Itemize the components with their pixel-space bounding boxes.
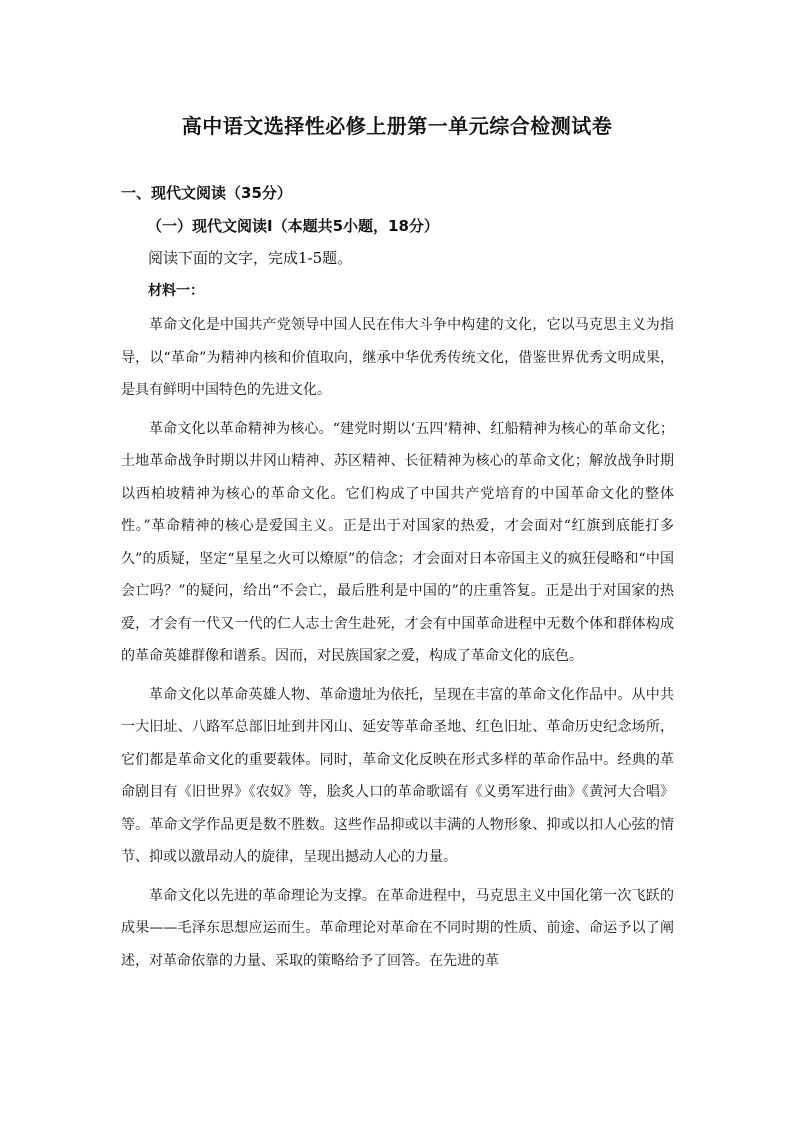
paragraph: 革命文化以革命英雄人物、革命遗址为依托，呈现在丰富的革命文化作品中。从中共一大旧址、八路军总部旧址到井冈山、延安等革命圣地、红色旧址、革命历史纪念场所，它们都是革命文化的重要载体。同时，革命文化反映在形式多样的革命作品中。经典的革命剧目有《旧世界》《农奴》等，脍炙人口的革命歌谣有《义勇军进行曲》《黄河大合唱》等。革命文学作品更是数不胜数。这些作品抑或以丰满的人物形象、抑或以扣人心弦的情节、抑或以激昂动人的旋律，呈现出撼动人心的力量。 xyxy=(121,686,674,865)
paragraph: 革命文化是中国共产党领导中国人民在伟大斗争中构建的文化，它以马克思主义为指导，以“革命”为精神内核和价值取向，继承中华优秀传统文化，借鉴世界优秀文明成果，是具有鲜明中国特色的先进文化。 xyxy=(121,317,674,398)
paragraph: 革命文化以先进的革命理论为支撑。在革命进程中，马克思主义中国化第一次飞跃的成果——毛泽东思想应运而生。革命理论对革命在不同时期的性质、前途、命运予以了阐述，对革命依靠的力量、采取的策略给予了回答。在先进的革 xyxy=(121,887,674,969)
subsection-heading: （一）现代文阅读Ⅰ（本题共5小题，18分） xyxy=(147,217,439,235)
paragraph: 革命文化以革命精神为核心。“建党时期以‘五四’精神、红船精神为核心的革命文化；土地革命战争时期以井冈山精神、苏区精神、长征精神为核心的革命文化；解放战争时期以西柏坡精神为核心的革命文化。它们构成了中国共产党培育的中国革命文化的整体性。”革命精神的核心是爱国主义。正是出于对国家的热爱，才会面对“红旗到底能打多久”的质疑，坚定“星星之火可以燎原”的信念；才会面对日本帝国主义的疯狂侵略和“中国会亡吗？”的疑问，给出“不会亡，最后胜利是中国的”的庄重答复。正是出于对国家的热爱，才会有一代又一代的仁人志士舍生赴死，才会有中国革命进程中无数个体和群体构成的革命英雄群像和谱系。因而，对民族国家之爱，构成了革命文化的底色。 xyxy=(121,420,674,664)
section-heading: 一、现代文阅读（35分） xyxy=(121,184,292,202)
material-body xyxy=(121,309,674,983)
reading-instruction: 阅读下面的文字，完成1-5题。 xyxy=(148,249,353,267)
material-label: 材料一： xyxy=(148,283,204,299)
document-title: 高中语文选择性必修上册第一单元综合检测试卷 xyxy=(181,114,613,138)
